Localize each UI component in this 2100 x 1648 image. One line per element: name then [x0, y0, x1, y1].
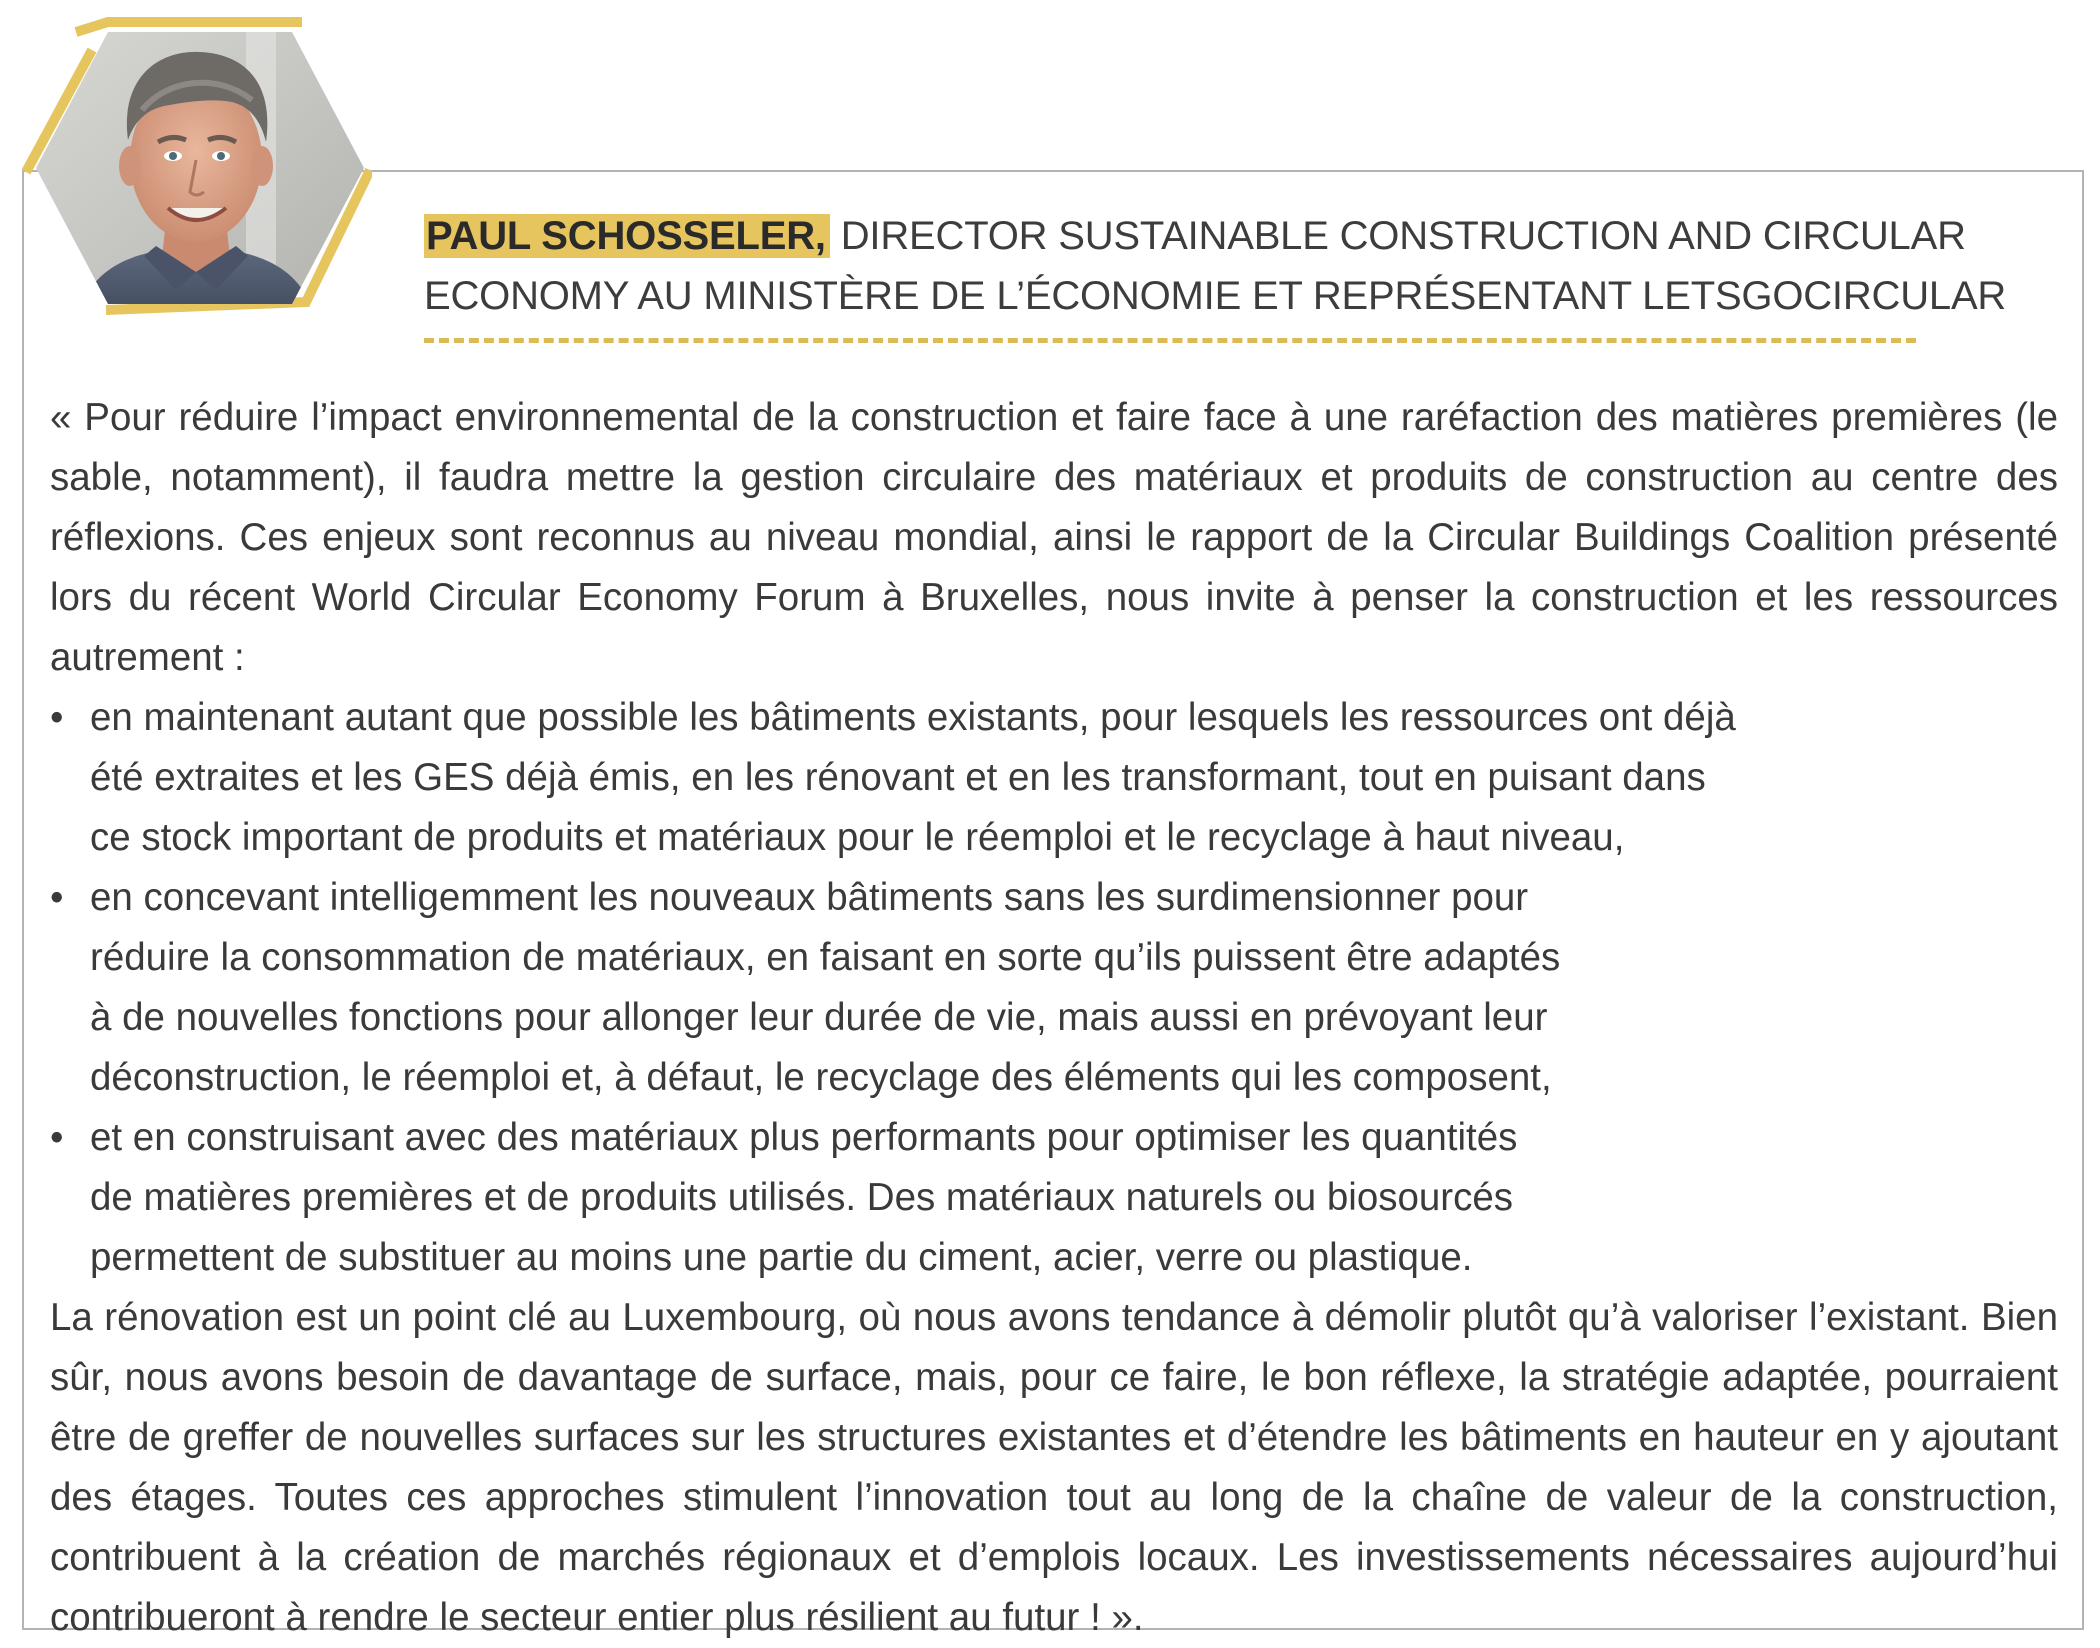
bullet-line: déconstruction, le réemploi et, à défaut, le recyclage des éléments qui les composent,	[90, 1056, 1552, 1099]
bullet-line: et en construisant avec des matériaux plus performants pour optimiser les quantités	[90, 1116, 1518, 1159]
dashed-divider	[424, 338, 1916, 343]
bullet-list	[50, 688, 2058, 1288]
intro-paragraph: « Pour réduire l’impact environnemental de la construction et faire face à une raréfaction des matières premières (le sable, notamment), il faudra mettre la gestion circulaire des matériaux et produits de construction au centre des réflexions. Ces enjeux sont reconnus au niveau mondial, ainsi le rapport de la Circular Buildings Coalition présenté lors du récent World Circular Economy Forum à Bruxelles, nous invite à penser la construction et les ressources autrement :	[50, 396, 2058, 679]
bullet-text	[90, 1108, 2058, 1288]
speaker-title-part-2: ECONOMY AU MINISTÈRE DE L’ÉCONOMIE ET REPRÉSENTANT LETSGOCIRCULAR	[424, 274, 2007, 318]
bullet-text	[90, 688, 2058, 868]
speaker-title-part-1: DIRECTOR SUSTAINABLE CONSTRUCTION AND CIRCULAR	[829, 214, 1966, 258]
speaker-name: PAUL SCHOSSELER,	[424, 214, 830, 258]
bullet-icon: •	[50, 1116, 64, 1159]
list-item	[50, 868, 2058, 1108]
bullet-line: été extraites et les GES déjà émis, en les rénovant et en les transformant, tout en puisant dans	[90, 756, 1706, 799]
speaker-header	[424, 206, 2007, 326]
bullet-line: de matières premières et de produits utilisés. Des matériaux naturels ou biosourcés	[90, 1176, 1514, 1219]
list-item	[50, 1108, 2058, 1288]
quote-body	[50, 388, 2058, 1648]
bullet-line: à de nouvelles fonctions pour allonger leur durée de vie, mais aussi en prévoyant leur	[90, 996, 1548, 1039]
bullet-line: en maintenant autant que possible les bâtiments existants, pour lesquels les ressources ont déjà	[90, 696, 1736, 739]
bullet-line: réduire la consommation de matériaux, en faisant en sorte qu’ils puissent être adaptés	[90, 936, 1561, 979]
bullet-line: ce stock important de produits et matériaux pour le réemploi et le recyclage à haut niveau,	[90, 816, 1625, 859]
bullet-line: en concevant intelligemment les nouveaux bâtiments sans les surdimensionner pour	[90, 876, 1529, 919]
avatar-icon	[16, 10, 372, 326]
list-item	[50, 688, 2058, 868]
bullet-icon: •	[50, 696, 64, 739]
header-line-1	[424, 206, 1966, 266]
bullet-icon: •	[50, 876, 64, 919]
bullet-text	[90, 868, 2058, 1108]
bullet-line: permettent de substituer au moins une partie du ciment, acier, verre ou plastique.	[90, 1236, 1473, 1279]
portrait-hexagon	[16, 10, 372, 326]
conclusion-paragraph: La rénovation est un point clé au Luxembourg, où nous avons tendance à démolir plutôt qu’à valoriser l’existant. Bien sûr, nous avons besoin de davantage de surface, mais, pour ce faire, le bon réflexe, la stratégie adaptée, pourraient être de greffer de nouvelles surfaces sur les structures existantes et d’étendre les bâtiments en hauteur en y ajoutant des étages. Toutes ces approches stimulent l’innovation tout au long de la chaîne de valeur de la construction, contribuent à la création de marchés régionaux et d’emplois locaux. Les investissements nécessaires aujourd’hui contribueront à rendre le secteur entier plus résilient au futur ! ».	[50, 1296, 2058, 1639]
